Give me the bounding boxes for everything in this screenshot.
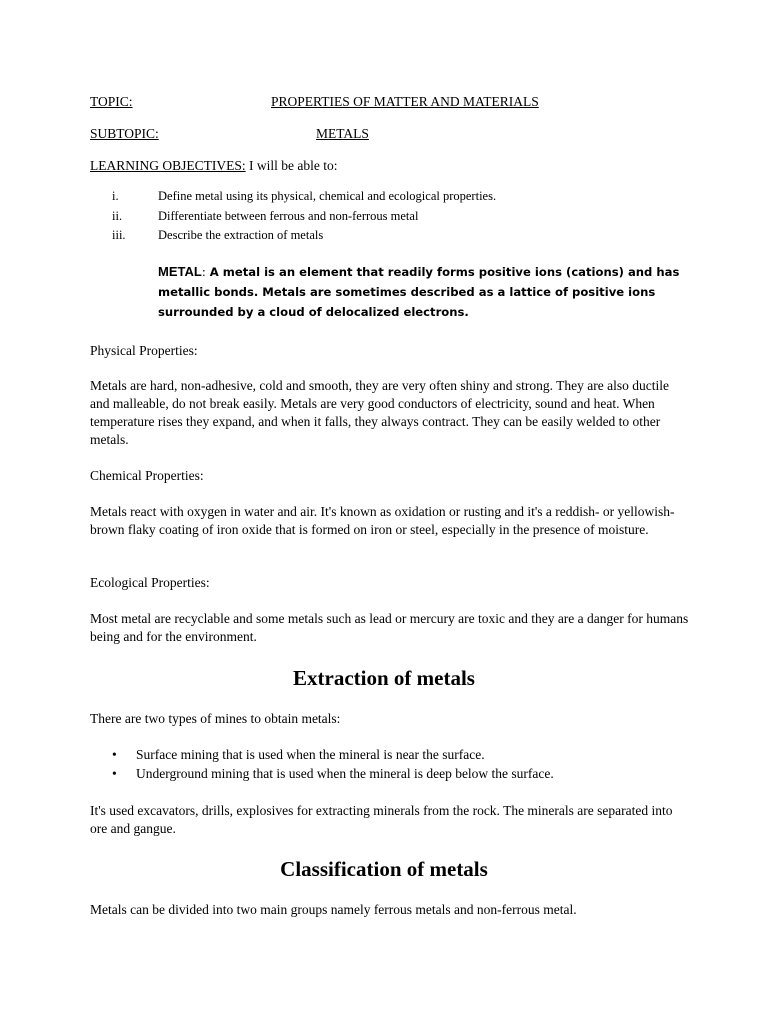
list-item-number: iii. xyxy=(112,228,126,242)
list-item xyxy=(90,746,690,765)
chemical-properties-text: Metals react with oxygen in water and air. It's known as oxidation or rusting and it's a reddish- or yellowish-brown flaky coating of iron oxide that is formed on iron or steel, especially in the presence of moisture. xyxy=(90,504,675,537)
classification-text: Metals can be divided into two main groups namely ferrous metals and non-ferrous metal. xyxy=(90,902,577,917)
objectives-list xyxy=(90,188,650,247)
metal-definition xyxy=(158,262,688,322)
classification-heading: Classification of metals xyxy=(280,857,488,881)
list-item-text: Define metal using its physical, chemical and ecological properties. xyxy=(158,189,497,203)
list-item-number: i. xyxy=(112,189,119,203)
extraction-intro: There are two types of mines to obtain metals: xyxy=(90,711,341,726)
ecological-properties-text: Most metal are recyclable and some metals such as lead or mercury are toxic and they are a danger for humans being and for the environment. xyxy=(90,611,689,644)
definition-text: A metal is an element that readily forms positive ions (cations) and has metallic bonds. Metals are sometimes described as a lattice of positive ions surrounded by a cloud of delocalized electrons. xyxy=(158,265,680,319)
ecological-properties-label: Ecological Properties: xyxy=(90,575,210,590)
learning-objectives-line xyxy=(90,158,337,174)
extraction-heading: Extraction of metals xyxy=(293,666,475,690)
list-item-text: Differentiate between ferrous and non-ferrous metal xyxy=(158,208,419,223)
chemical-properties-label: Chemical Properties: xyxy=(90,468,204,483)
list-item-text: Describe the extraction of metals xyxy=(158,228,324,242)
bullet-icon: • xyxy=(112,747,117,762)
physical-properties-label: Physical Properties: xyxy=(90,343,198,358)
definition-term: METAL xyxy=(158,264,202,279)
list-item-text: Surface mining that is used when the mineral is near the surface. xyxy=(136,747,485,762)
bullet-icon: • xyxy=(112,766,117,781)
topic-label: TOPIC: xyxy=(90,94,133,109)
list-item xyxy=(90,188,650,208)
learning-objectives-label: LEARNING OBJECTIVES: xyxy=(90,158,246,173)
list-item-text: Underground mining that is used when the mineral is deep below the surface. xyxy=(136,766,554,781)
extraction-closing: It's used excavators, drills, explosives for extracting minerals from the rock. The minerals are separated into ore and gangue. xyxy=(90,803,673,836)
subtopic-label: SUBTOPIC: xyxy=(90,126,159,141)
list-item-number: ii. xyxy=(112,208,123,223)
list-item xyxy=(90,765,690,784)
physical-properties-text: Metals are hard, non-adhesive, cold and smooth, they are very often shiny and strong. They are also ductile and malleable, do not break easily. Metals are very good conductors of electricity, sound and heat. When temperature rises they expand, and when it falls, they always contract. They can be easily welded to other metals. xyxy=(90,378,669,447)
subtopic-value: METALS xyxy=(316,126,369,141)
mining-types-list xyxy=(90,746,690,784)
definition-colon: : xyxy=(201,265,206,279)
list-item xyxy=(90,208,650,228)
list-item xyxy=(90,227,650,247)
learning-objectives-intro: I will be able to: xyxy=(245,158,338,173)
topic-value: PROPERTIES OF MATTER AND MATERIALS xyxy=(271,94,539,109)
